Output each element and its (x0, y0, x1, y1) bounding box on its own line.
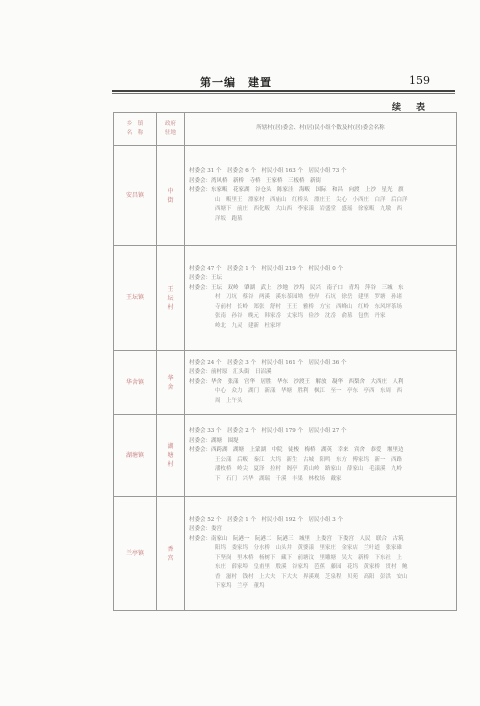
row-villages-lead: 村委会：东家畈 花家湖 谷仓头 陈家洼 海畈 国际 和昌 向渡 上沙 星光 旗 (189, 187, 404, 193)
row-detail (185, 146, 457, 246)
col-town-name: 乡 镇 名 称 (114, 113, 157, 146)
row-villages-lead: 村委会：西跨湖 湖塘 上蒙湖 中院 徒梭 梅桥 湖英 幸来 宾舍 恭爱 堰里边 (189, 447, 404, 453)
page-number: 159 (409, 74, 430, 87)
row-detail (185, 246, 457, 351)
table-row (114, 146, 457, 246)
gov-seat (157, 497, 185, 611)
gov-seat-text: 香宫 (167, 545, 174, 562)
row-residents: 居委会：前村原 汇头街 日沼溪 (189, 369, 272, 376)
row-villages: 村 刀坑 蔡谷 两溪 溪东茶园坳 登岸 石坑 徐岳 建里 罗塘 孙诸 寺前村 长岭 郑张 舒村 王王 雅桥 方宝 西峰山 红岭 东风坪茶场 张南 孙谷 晚元 韩家岙 丈家坞 俭沙 沈岙 俞墓 包焦 丹家 岭北 九灵 建新 杜家坪 (215, 294, 403, 329)
gov-seat (157, 415, 185, 497)
row-detail (185, 497, 457, 611)
row-villages-lead: 村委会：南家山 阮港一 阮港二 阮港三 城里 上娄宫 下娄宫 人民 联合 古筑 (189, 535, 404, 542)
town-name: 湖塘镇 (114, 415, 157, 497)
gov-seat-text: 华舍 (167, 374, 174, 391)
gov-seat (157, 246, 185, 351)
gov-seat (157, 146, 185, 246)
township-table (113, 112, 457, 611)
table-row (114, 415, 457, 497)
gov-seat (157, 351, 185, 415)
chapter-title: 第一编 建置 (200, 76, 272, 89)
col-gov-seat: 政府 驻地 (157, 113, 185, 146)
continued-label: 续 表 (392, 103, 429, 113)
row-summary: 村委会 52 个 居委会 1 个 村民小组 192 个 居民小组 3 个 (189, 516, 343, 523)
table-row (114, 497, 457, 611)
row-villages: 阳坞 娄家坞 分水桥 山头井 黄婆漾 里家庄 金家店 兰叶道 张家碓 下坚岗 里木桥 杨树下 藏下 前塘汶 里雕塘 吴大 新桥 下东社 上 东庄 薛家埠 皇甫里 殷溪 谷家坞 芭蕉 藤园 花坞 黄家桥 贯村 鲍 香 滋村 钱村 上大夫 下大夫 界溪观 芝泉程 贝苑 高阳 彭洪 安山 下家坞 兰亭 董坞 (215, 545, 408, 589)
row-residents: 居委会：王坛 (189, 275, 223, 282)
row-summary: 村委会 33 个 居委会 2 个 村民小组 179 个 居民小组 27 个 (189, 428, 347, 434)
row-detail (185, 351, 457, 415)
row-residents: 居委会：湾风桥 新桥 寺桥 王家桥 三板桥 新街 (189, 177, 322, 184)
table-row (114, 246, 457, 351)
row-summary: 村委会 47 个 居委会 1 个 村民小组 219 个 村民小组 0 个 (189, 265, 343, 272)
row-residents: 居委会：娄宫 (189, 526, 223, 532)
town-name: 王坛镇 (114, 246, 157, 351)
table-row (114, 351, 457, 415)
row-villages-lead: 村委会：华舍 张漾 官华 居胜 华东 沙渡王 解放 凝华 西梨舍 大西庄 人利 (189, 378, 404, 385)
town-name: 兰亭镇 (114, 497, 157, 611)
row-villages: 山 畈里王 漂家村 西庙山 红桥头 漂庄王 尖心 小西庄 白洋 后白洋 西塘下 前庄 西化畈 大山西 李家漾 岩盛堂 盛瑶 徐家畈 九墩 西 洋坂 跑墓 (215, 196, 408, 222)
page-header (112, 70, 430, 90)
town-name: 安昌镇 (114, 146, 157, 246)
header-rule-thick (112, 90, 455, 92)
gov-seat-text: 中街 (167, 187, 174, 204)
gov-seat-text: 湖塘村 (167, 443, 174, 468)
row-summary: 村委会 31 个 居委会 6 个 村民小组 163 个 居民小组 73 个 (189, 168, 347, 174)
town-name: 华舍镇 (114, 351, 157, 415)
row-summary: 村委会 24 个 居委会 3 个 村民小组 161 个 居民小组 36 个 (189, 359, 347, 366)
table-header-row (114, 113, 457, 146)
col-detail: 所辖村(居)委会、村(居)民小组个数及村(居)委会名称 (185, 113, 457, 146)
row-villages: 中心 众力 湖门 新漾 华塘 胜利 枫江 至一 亭东 亭西 东周 西 周 上午头 (215, 388, 403, 404)
row-residents: 居委会：湖塘 围堤 (189, 437, 239, 444)
row-villages-lead: 村委会：王坛 双岭 肇湖 武上 沙地 沙坞 民兴 南子口 青坞 萍谷 三城 东 (189, 284, 404, 291)
row-villages: 王公漾 后畈 秦江 大坞 新生 古城 阳鸣 东方 傅家坞 新一 西路 潘枚桥 岭尖 夏泽 拉村 阁亭 黄山岭 路家山 薛家山 毛漾溪 九岭 下 石门 兴华 湖瑞 千溪 丰果 林枚场 戴家 (215, 456, 403, 482)
header-rule-thin (112, 93, 455, 94)
row-detail (185, 415, 457, 497)
gov-seat-text: 王坛村 (167, 285, 174, 311)
